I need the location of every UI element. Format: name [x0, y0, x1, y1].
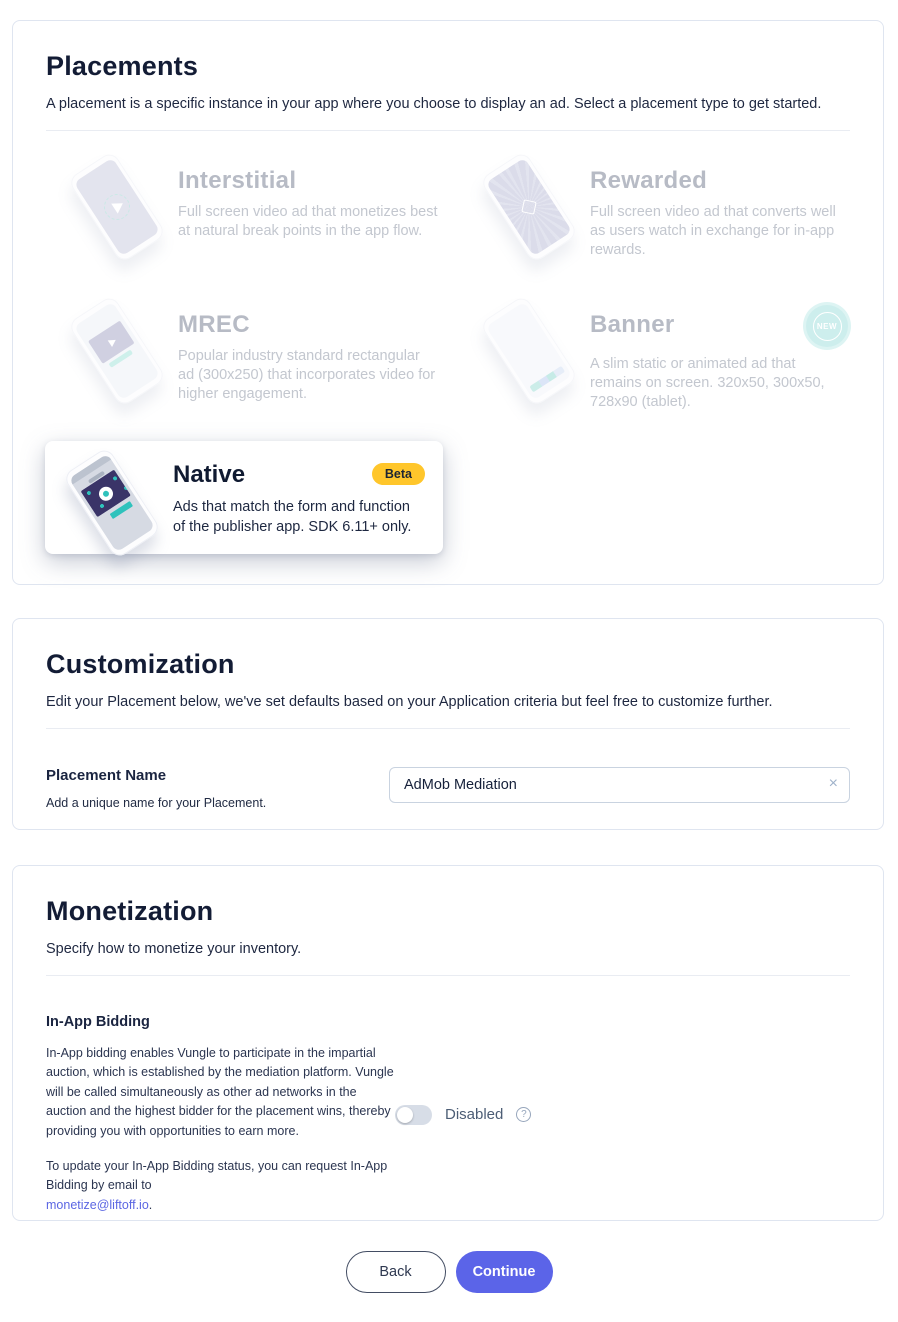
placement-option-rewarded[interactable]	[472, 153, 850, 275]
mrec-description: Popular industry standard rectangular ad (300x250) that incorporates video for higher engagement.	[178, 348, 436, 403]
new-badge-icon	[806, 305, 848, 347]
placement-name-label: Placement Name	[46, 767, 167, 784]
placements-title: Placements	[46, 51, 199, 81]
customization-card	[12, 618, 884, 830]
rewarded-title: Rewarded	[590, 167, 708, 194]
customization-divider	[46, 728, 850, 729]
placement-name-input[interactable]	[389, 767, 850, 803]
clear-input-icon[interactable]: ×	[828, 775, 838, 792]
placement-option-banner[interactable]	[472, 297, 850, 419]
interstitial-description: Full screen video ad that monetizes best at natural break points in the app flow.	[178, 204, 438, 240]
help-icon[interactable]: ?	[516, 1107, 531, 1122]
banner-text	[590, 297, 850, 412]
banner-description: A slim static or animated ad that remains on screen. 320x50, 300x50, 728x90 (tablet).	[590, 356, 825, 411]
banner-title: Banner	[590, 311, 675, 338]
in-app-bidding-note	[46, 1157, 395, 1215]
new-badge-label: NEW	[813, 312, 842, 341]
native-text	[173, 449, 425, 537]
placement-name-row	[46, 767, 850, 810]
placements-subtitle: A placement is a specific instance in your app where you choose to display an ad. Select a placement type to get started.	[46, 96, 822, 112]
mrec-text	[178, 297, 438, 404]
placements-divider	[46, 130, 850, 131]
placement-options-grid	[46, 153, 850, 419]
mrec-title: MREC	[178, 311, 250, 338]
placement-option-interstitial[interactable]	[60, 153, 438, 275]
placements-card	[12, 20, 884, 585]
placement-option-mrec[interactable]	[60, 297, 438, 419]
placement-name-labels	[46, 767, 389, 810]
in-app-bidding-status: Disabled	[445, 1106, 504, 1123]
monetization-divider	[46, 975, 850, 976]
footer-actions	[0, 1251, 898, 1293]
monetization-title: Monetization	[46, 896, 214, 926]
in-app-bidding-email-line	[46, 1196, 395, 1215]
in-app-bidding-text	[46, 1014, 395, 1215]
continue-button[interactable]: Continue	[456, 1251, 553, 1293]
customization-title: Customization	[46, 649, 235, 679]
rewarded-description: Full screen video ad that converts well as users watch in exchange for in-app rewards.	[590, 204, 836, 259]
in-app-bidding-toggle[interactable]	[395, 1105, 432, 1125]
interstitial-phone-icon	[60, 153, 178, 261]
toggle-knob	[397, 1107, 413, 1123]
in-app-bidding-label: In-App Bidding	[46, 1014, 150, 1030]
customization-subtitle: Edit your Placement below, we've set defaults based on your Application criteria but feel free to customize further.	[46, 694, 773, 710]
in-app-bidding-description: In-App bidding enables Vungle to participate in the impartial auction, which is established by the mediation platform. Vungle will be called simultaneously as other ad networks in the auction and the highest bidder for the placement wins, thereby providing you with opportunities to earn more.	[46, 1046, 394, 1138]
placement-option-native-selected[interactable]	[45, 441, 443, 554]
in-app-bidding-note-text: To update your In-App Bidding status, you can request In-App Bidding by email to	[46, 1158, 388, 1193]
placement-name-help: Add a unique name for your Placement.	[46, 796, 267, 810]
placement-name-input-wrap	[389, 767, 850, 810]
monetization-card	[12, 865, 884, 1221]
banner-phone-icon	[472, 297, 590, 405]
note-period: .	[148, 1197, 153, 1212]
monetize-email-link[interactable]: monetize@liftoff.io	[46, 1197, 149, 1212]
rewarded-phone-icon	[472, 153, 590, 261]
mrec-phone-icon	[60, 297, 178, 405]
rewarded-text	[590, 153, 850, 260]
interstitial-title: Interstitial	[178, 167, 297, 194]
in-app-bidding-controls	[395, 1014, 531, 1215]
native-phone-icon	[55, 449, 173, 557]
native-title: Native	[173, 461, 246, 488]
back-button[interactable]: Back	[346, 1251, 446, 1293]
monetization-subtitle: Specify how to monetize your inventory.	[46, 941, 302, 957]
in-app-bidding-row	[46, 1014, 850, 1215]
beta-badge: Beta	[372, 463, 425, 485]
interstitial-text	[178, 153, 438, 241]
native-description: Ads that match the form and function of the publisher app. SDK 6.11+ only.	[173, 499, 412, 535]
